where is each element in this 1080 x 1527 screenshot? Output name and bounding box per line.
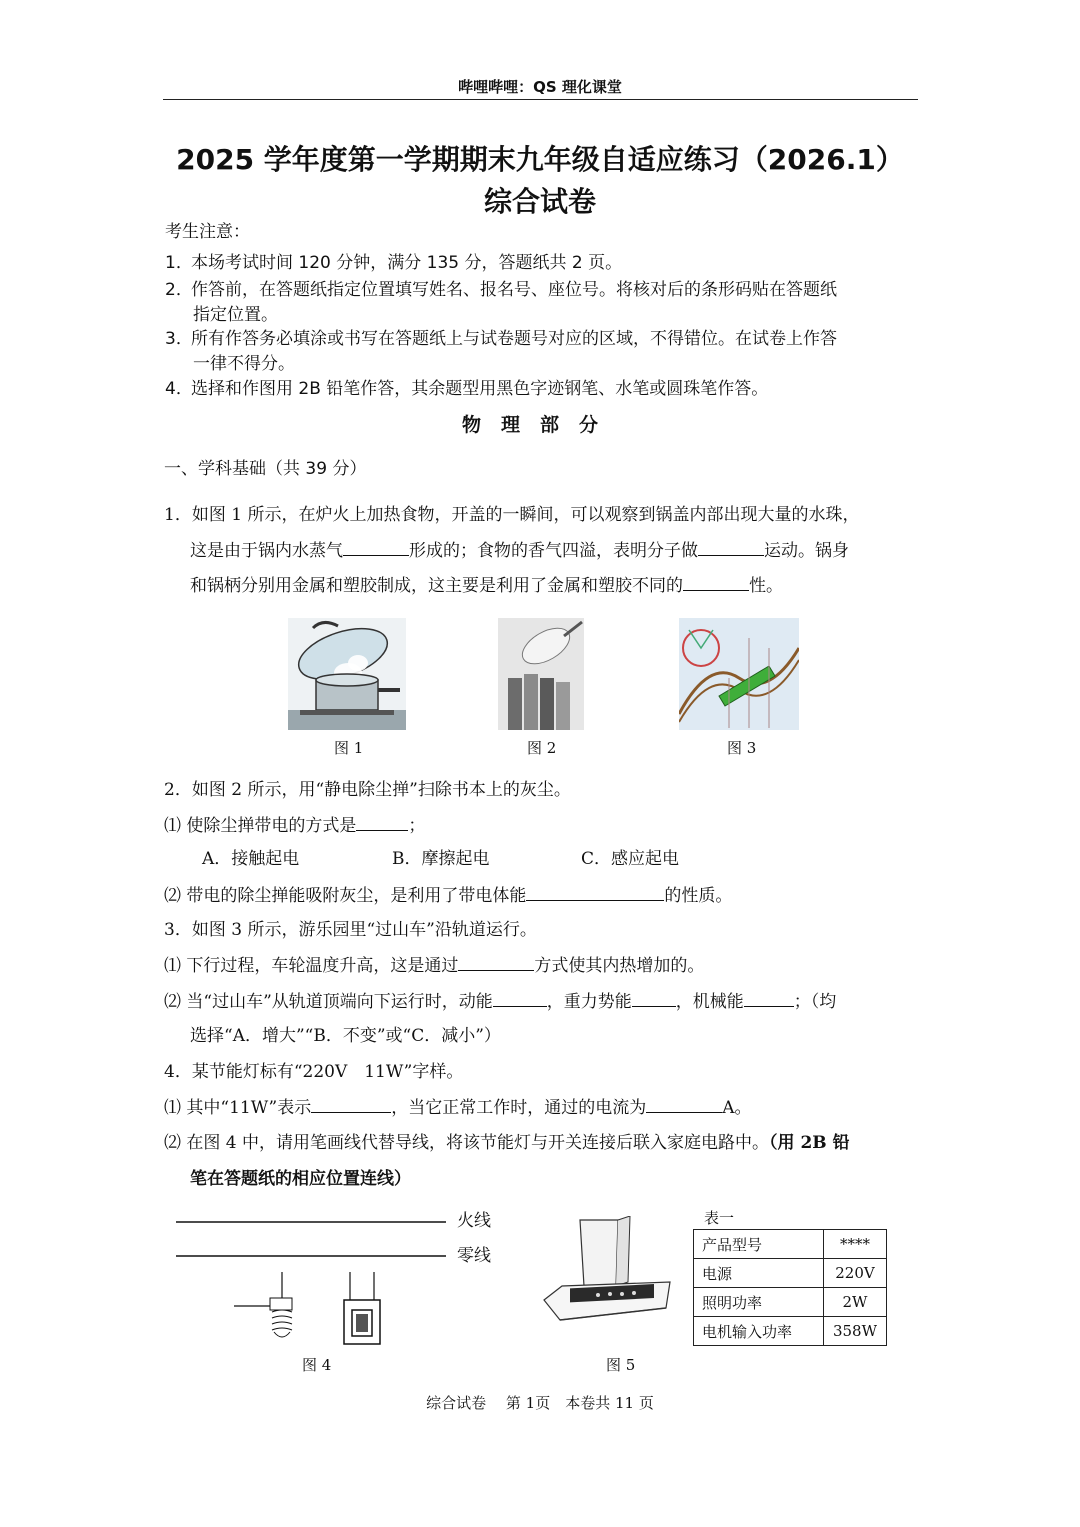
q3-stem: 3．如图 3 所示，游乐园里“过山车”沿轨道运行。: [164, 920, 537, 940]
figure-3-caption: 图 3: [727, 739, 757, 757]
figure-4-caption: 图 4: [302, 1356, 332, 1374]
q2-part2: ⑵ 带电的除尘掸能吸附灰尘，是利用了带电体能 的性质。: [164, 882, 732, 909]
table-1-caption: 表一: [704, 1209, 735, 1227]
figure-2-caption: 图 2: [527, 739, 557, 757]
q2-blank-1[interactable]: [356, 812, 408, 831]
q3-part1: ⑴ 下行过程，车轮温度升高，这是通过 方式使其内热增加的。: [164, 952, 704, 979]
figure-5-caption: 图 5: [606, 1356, 636, 1374]
page-header: 哔哩哔哩：QS 理化课堂: [458, 78, 622, 96]
table-cell-key: 照明功率: [694, 1288, 824, 1317]
live-wire-label: 火线: [457, 1211, 491, 1231]
table-cell-value: 358W: [824, 1317, 887, 1346]
q2-option-a: A．接触起电: [202, 849, 300, 869]
header-divider: [163, 99, 918, 100]
table-cell-value: ****: [824, 1230, 887, 1259]
q4-part2-cont: 笔在答题纸的相应位置连线）: [190, 1169, 411, 1189]
q4-part1: ⑴ 其中“11W”表示 ，当它正常工作时，通过的电流为 A。: [164, 1094, 752, 1121]
table-cell-key: 电机输入功率: [694, 1317, 824, 1346]
figure-1-pot-image: [288, 618, 406, 730]
q3-blank-3[interactable]: [632, 988, 676, 1007]
q1-line3: 和锅柄分别用金属和塑胶制成，这主要是利用了金属和塑胶不同的 性。: [190, 572, 783, 599]
q4-stem: 4．某节能灯标有“220V 11W”字样。: [164, 1062, 464, 1082]
notice-item-2: 2．作答前，在答题纸指定位置填写姓名、报名号、座位号。将核对后的条形码贴在答题纸: [165, 280, 837, 300]
q3-blank-2[interactable]: [493, 988, 547, 1007]
q2-stem: 2．如图 2 所示，用“静电除尘掸”扫除书本上的灰尘。: [164, 780, 571, 800]
q2-blank-2[interactable]: [526, 882, 664, 901]
table-cell-value: 2W: [824, 1288, 887, 1317]
q1-blank-3[interactable]: [683, 572, 749, 591]
table-row: [694, 1317, 887, 1346]
q3-blank-4[interactable]: [744, 988, 794, 1007]
table-row: [694, 1230, 887, 1259]
table-cell-key: 电源: [694, 1259, 824, 1288]
q2-option-b: B．摩擦起电: [392, 849, 490, 869]
q2-part1: ⑴ 使除尘掸带电的方式是 ；: [164, 812, 425, 839]
neutral-wire-label: 零线: [457, 1246, 491, 1266]
page-footer: 综合试卷 第 1页 本卷共 11 页: [426, 1394, 654, 1412]
table-row: [694, 1288, 887, 1317]
q1-line1: 1．如图 1 所示，在炉火上加热食物，开盖的一瞬间，可以观察到锅盖内部出现大量的水珠，: [164, 505, 860, 525]
section-title: 物理部分: [461, 414, 618, 436]
q4-blank-2[interactable]: [646, 1094, 722, 1113]
table-cell-key: 产品型号: [694, 1230, 824, 1259]
notice-item-3-cont: 一律不得分。: [193, 354, 295, 374]
wall-switch-icon[interactable]: [344, 1272, 380, 1344]
q1-blank-2[interactable]: [698, 537, 764, 556]
exam-subtitle: 综合试卷: [483, 185, 596, 218]
exam-title: 2025 学年度第一学期期末九年级自适应练习（2026.1）: [176, 143, 904, 176]
notice-item-3: 3．所有作答务必填涂或书写在答题纸上与试卷题号对应的区域，不得错位。在试卷上作答: [165, 329, 837, 349]
figure-5-range-hood-image: [540, 1216, 680, 1334]
notice-item-4: 4．选择和作图用 2B 铅笔作答，其余题型用黑色字迹钢笔、水笔或圆珠笔作答。: [165, 379, 769, 399]
q3-part2-cont: 选择“A．增大”“B．不变”或“C．减小”）: [190, 1026, 501, 1046]
notice-item-1: 1．本场考试时间 120 分钟，满分 135 分，答题纸共 2 页。: [165, 253, 623, 273]
table-row: [694, 1259, 887, 1288]
part-heading: 一、学科基础（共 39 分）: [164, 459, 367, 479]
q4-blank-1[interactable]: [311, 1094, 391, 1113]
figure-3-roller-coaster-image: [679, 618, 799, 730]
notice-item-2-cont: 指定位置。: [193, 305, 278, 325]
q1-blank-1[interactable]: [343, 537, 409, 556]
figure-1-caption: 图 1: [334, 739, 364, 757]
q3-part2: ⑵ 当“过山车”从轨道顶端向下运行时，动能 ，重力势能 ，机械能 ；（均: [164, 988, 836, 1015]
energy-saving-lamp-icon[interactable]: [234, 1272, 292, 1337]
figure-2-duster-image: [498, 618, 584, 730]
figure-4-circuit-diagram: [170, 1208, 460, 1356]
q2-option-c: C．感应起电: [581, 849, 680, 869]
q4-part2: ⑵ 在图 4 中，请用笔画线代替导线，将该节能灯与开关连接后联入家庭电路中。（用 2B 铅: [164, 1133, 850, 1153]
table-cell-value: 220V: [824, 1259, 887, 1288]
spec-table: [693, 1229, 887, 1346]
q3-blank-1[interactable]: [458, 952, 534, 971]
notice-heading: 考生注意：: [165, 222, 250, 242]
q1-line2: 这是由于锅内水蒸气 形成的；食物的香气四溢，表明分子做 运动。锅身: [190, 537, 849, 564]
